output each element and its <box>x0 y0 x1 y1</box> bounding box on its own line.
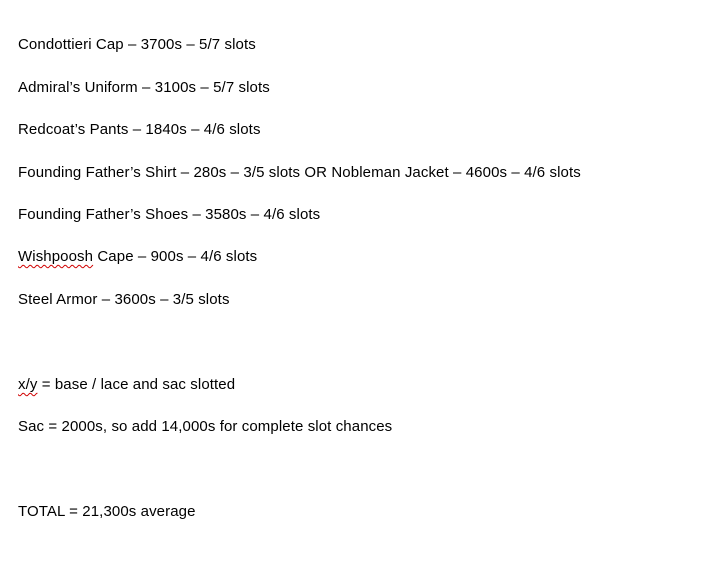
note-legend-rest: = base / lace and sac slotted <box>37 376 236 393</box>
item-wishpoosh-cape-rest: Cape – 900s – 4/6 slots <box>93 248 258 265</box>
spellcheck-word-wishpoosh[interactable]: Wishpoosh <box>18 248 94 265</box>
item-founding-fathers-shirt: Founding Father’s Shirt – 280s – 3/5 slots OR Nobleman Jacket – 4600s – 4/6 slots <box>18 164 581 181</box>
spellcheck-word-xy[interactable]: x/y <box>18 376 38 393</box>
total-line: TOTAL = 21,300s average <box>18 503 196 520</box>
item-wishpoosh-cape <box>18 248 257 266</box>
note-legend <box>18 376 235 394</box>
item-admirals-uniform: Admiral’s Uniform – 3100s – 5/7 slots <box>18 79 270 96</box>
item-steel-armor: Steel Armor – 3600s – 3/5 slots <box>18 291 230 308</box>
item-condottieri-cap: Condottieri Cap – 3700s – 5/7 slots <box>18 36 256 53</box>
note-sac: Sac = 2000s, so add 14,000s for complete slot chances <box>18 418 393 435</box>
item-redcoats-pants: Redcoat’s Pants – 1840s – 4/6 slots <box>18 121 261 138</box>
item-founding-fathers-shoes: Founding Father’s Shoes – 3580s – 4/6 slots <box>18 206 321 223</box>
